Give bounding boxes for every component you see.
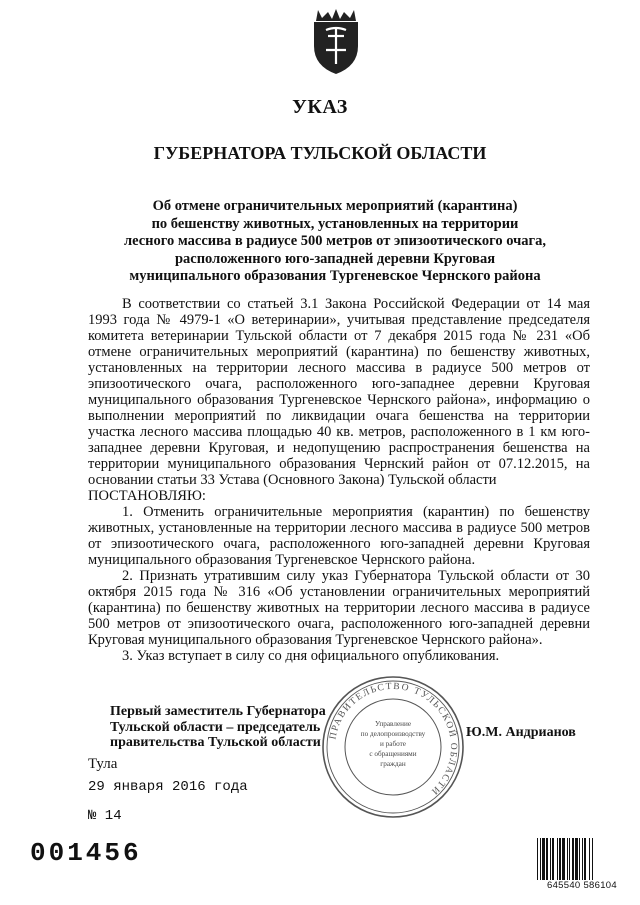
barcode-bar xyxy=(569,838,570,880)
barcode-bar xyxy=(592,838,593,880)
seal-center-line: с обращениями xyxy=(369,750,417,758)
signatory-position xyxy=(110,704,326,751)
barcode-bar xyxy=(552,838,554,880)
preamble-paragraph: В соответствии со статьей 3.1 Закона Российской Федерации от 14 мая 1993 года № 4979-1 «О ветеринарии», учитывая представление председателя комитета ветеринарии Тульской области от 7 декабря 2015 года № 231 «Об отмене ограничительных мероприятий (карантина) по бешенству животных, установленных на территории лесного массива в радиусе 500 метров от эпизоотического очага, расположенного юго-западнее деревни Круговая муниципального образования Тургеневское Чернского района», информацию о выполнении мероприятий по ликвидации очага бешенства на территории участка лесного массива площадью 40 кв. метров, расположенного в 1 км юго-западнее деревни Круговая, и недопущению распространения бешенства на территории муниципального образования Чернский район от 07.12.2015, на основании статьи 33 Устава (Основного Закона) Тульской области xyxy=(88,296,590,488)
barcode-bar xyxy=(584,838,586,880)
seal-center-line: Управление xyxy=(374,720,412,728)
subject-line: Об отмене ограничительных мероприятий (карантина) xyxy=(152,198,518,214)
subject-line: расположенного юго-западней деревни Круговая xyxy=(174,250,496,267)
document-body xyxy=(88,296,590,664)
barcode-bar xyxy=(579,838,580,880)
seal-center-line: граждан xyxy=(380,760,406,768)
barcode xyxy=(536,838,632,880)
decree-item-2: 2. Признать утратившим силу указ Губернатора Тульской области от 30 октября 2015 года № 316 «Об установлении ограничительных мероприятий (карантина) по бешенству животных на территории лесного массива в радиусе 500 метров от эпизоотического очага, расположенного юго-западней деревни Круговая муниципального образования Тургеневское Чернского района». xyxy=(88,568,590,648)
decree-item-1: 1. Отменить ограничительные мероприятия (карантин) по бешенству животных, установленные на территории лесного массива в радиусе 500 метров от эпизоотического очага, расположенного юго-западней деревни Круговая муниципального образования Тургеневское Чернского района. xyxy=(88,504,590,568)
seal-center-line: и работе xyxy=(380,740,406,748)
barcode-bar xyxy=(546,838,548,880)
barcode-bar xyxy=(557,838,558,880)
barcode-bar xyxy=(540,838,541,880)
signatory-position-line: правительства Тульской области xyxy=(110,735,321,750)
seal-center-line: по делопроизводству xyxy=(360,730,426,738)
barcode-bar xyxy=(550,838,551,880)
signatory-name: Ю.М. Андрианов xyxy=(466,725,576,740)
seal-ring-text: ПРАВИТЕЛЬСТВО ТУЛЬСКОЙ ОБЛАСТИ xyxy=(328,681,459,797)
barcode-bar xyxy=(575,838,578,880)
issue-date: 29 января 2016 года xyxy=(88,779,248,795)
barcode-bar xyxy=(567,838,568,880)
subject-line: по бешенству животных, установленных на территории xyxy=(151,215,519,232)
blank-serial-number: 001456 xyxy=(30,838,142,868)
decree-number: № 14 xyxy=(88,808,122,824)
barcode-bar xyxy=(537,838,538,880)
barcode-number: 645540 586104 xyxy=(547,880,617,891)
decree-item-3: 3. Указ вступает в силу со дня официального опубликования. xyxy=(122,648,500,664)
subject-line: лесного массива в радиусе 500 метров от эпизоотического очага, xyxy=(124,233,546,249)
signatory-position-line: Тульской области – председатель xyxy=(110,719,321,735)
tula-coat-of-arms-emblem xyxy=(308,6,364,76)
document-issuer: ГУБЕРНАТОРА ТУЛЬСКОЙ ОБЛАСТИ xyxy=(153,143,487,163)
decree-word: ПОСТАНОВЛЯЮ: xyxy=(88,488,206,504)
issue-place: Тула xyxy=(88,756,118,772)
barcode-bar xyxy=(582,838,583,880)
document-subject xyxy=(110,198,560,286)
barcode-bar xyxy=(562,838,565,880)
barcode-bar xyxy=(589,838,590,880)
barcode-bar xyxy=(572,838,574,880)
subject-line: муниципального образования Тургеневское Чернского района xyxy=(129,268,541,284)
document-title: УКАЗ xyxy=(292,96,348,118)
official-seal-stamp xyxy=(320,674,466,820)
barcode-bar xyxy=(559,838,561,880)
signatory-position-line: Первый заместитель Губернатора xyxy=(110,704,326,719)
barcode-bar xyxy=(542,838,545,880)
